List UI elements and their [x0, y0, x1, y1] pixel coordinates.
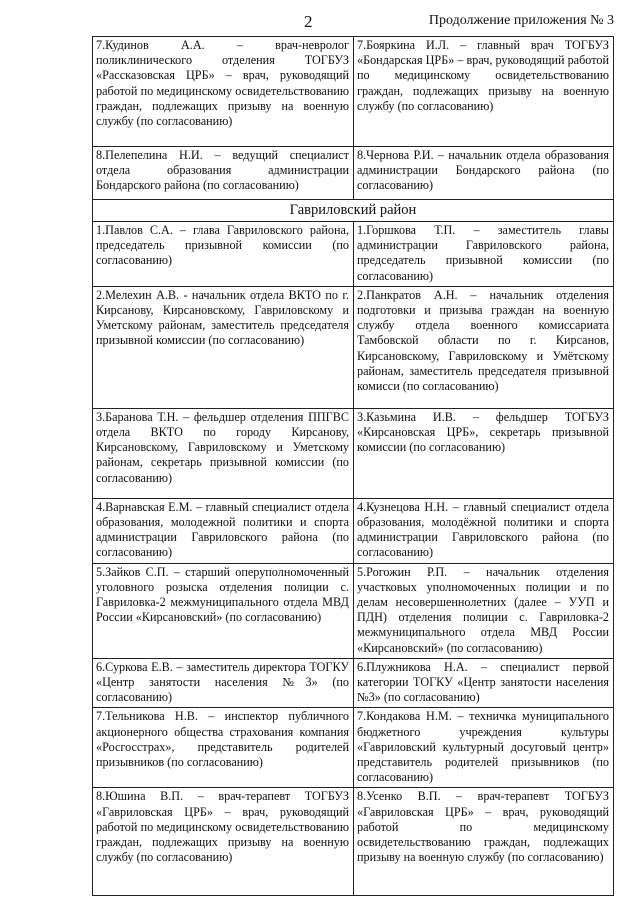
section-header-row — [93, 200, 614, 222]
main-member-cell: 2.Мелехин А.В. - начальник отдела ВКТО по г. Кирсанову, Кирсановскому, Гавриловскому и Уметскому районам, заместитель председателя призывной комиссии (по согласованию) — [93, 286, 354, 408]
reserve-member-cell: 3.Казьмина И.В. – фельдшер ТОГБУЗ «Кирсановская ЦРБ», секретарь призывной комиссии (по согласованию) — [354, 408, 614, 498]
reserve-member-cell: 6.Плужникова Н.А. – специалист первой категории ТОГКУ «Центр занятости населения №3» (по согласованию) — [354, 658, 614, 708]
main-member-cell: 8.Пелепелина Н.И. – ведущий специалист отдела образования администрации Бондарского района (по согласованию) — [93, 147, 354, 200]
table-row — [93, 147, 614, 200]
reserve-member-cell: 5.Рогожин Р.П. – начальник отделения участковых уполномоченных полиции и по делам несовершеннолетних (далее – УУП и ПДН) отделения полиции с. Гавриловка-2 межмуниципального отдела МВД России «Кирсановский» (по согласованию) — [354, 563, 614, 658]
reserve-member-cell: 4.Кузнецова Н.Н. – главный специалист отдела образования, молодёжной политики и спорта администрации Гавриловского района (по согласованию) — [354, 498, 614, 563]
reserve-member-cell: 7.Бояркина И.Л. – главный врач ТОГБУЗ «Бондарская ЦРБ» – врач, руководящий работой по медицинскому освидетельствованию граждан, подлежащих призыву на военную службу (по согласованию) — [354, 37, 614, 147]
table-row — [93, 788, 614, 896]
table-row — [93, 658, 614, 708]
main-member-cell: 4.Варнавская Е.М. – главный специалист отдела образования, молодежной политики и спорта администрации Гавриловского района (по согласованию) — [93, 498, 354, 563]
commission-members-table — [92, 36, 614, 896]
reserve-member-cell: 8.Усенко В.П. – врач-терапевт ТОГБУЗ «Гавриловская ЦРБ» – врач, руководящий работой по медицинскому освидетельствованию граждан, подлежащих призыву на военную службу (по согласованию) — [354, 788, 614, 896]
reserve-member-cell: 2.Панкратов А.Н. – начальник отделения подготовки и призыва граждан на военную службу отдела военного комиссариата Тамбовской области по г. Кирсанов, Кирсановскому, Гавриловскому и Умётскому районам, заместитель председателя призывной комисси (по согласованию) — [354, 286, 614, 408]
reserve-member-cell: 7.Кондакова Н.М. – техничка муниципального бюджетного учреждения культуры «Гавриловский культурный досуговый центр» представитель родителей призывников (по согласованию) — [354, 708, 614, 788]
main-member-cell: 6.Суркова Е.В. – заместитель директора ТОГКУ «Центр занятости населения №3» (по согласованию) — [93, 658, 354, 708]
table-row — [93, 498, 614, 563]
main-member-cell: 3.Баранова Т.Н. – фельдшер отделения ППГВС отдела ВКТО по городу Кирсанову, Кирсановскому, Гавриловскому и Уметскому районам, секретарь призывной комиссии (по согласованию) — [93, 408, 354, 498]
main-member-cell: 7.Кудинов А.А. – врач-невролог поликлинического отделения ТОГБУЗ «Рассказовская ЦРБ» – врач, руководящий работой по медицинскому освидетельствованию граждан, подлежащих призыву на военную службу (по согласованию) — [93, 37, 354, 147]
reserve-member-cell: 1.Горшкова Т.П. – заместитель главы администрации Гавриловского района, председатель призывной комиссии (по согласованию) — [354, 222, 614, 287]
table-row — [93, 37, 614, 147]
table-row — [93, 408, 614, 498]
table-row — [93, 563, 614, 658]
district-section-title: Гавриловский район — [93, 200, 614, 222]
main-member-cell: 1.Павлов С.А. – глава Гавриловского района, председатель призывной комиссии (по согласованию) — [93, 222, 354, 287]
page-number: 2 — [304, 12, 313, 31]
table-row — [93, 222, 614, 287]
main-member-cell: 8.Юшина В.П. – врач-терапевт ТОГБУЗ «Гавриловская ЦРБ» – врач, руководящий работой по медицинскому освидетельствованию граждан, подлежащих призыву на военную службу (по согласованию) — [93, 788, 354, 896]
reserve-member-cell: 8.Чернова Р.И. – начальник отдела образования администрации Бондарского района (по согласованию) — [354, 147, 614, 200]
table-row — [93, 708, 614, 788]
appendix-continuation-note: Продолжение приложения № 3 — [428, 13, 614, 28]
main-member-cell: 7.Тельникова Н.В. – инспектор публичного акционерного общества страхования компания «Росгосстрах», представитель родителей призывников (по согласованию) — [93, 708, 354, 788]
main-member-cell: 5.Зайков С.П. – старший оперуполномоченный уголовного розыска отделения полиции с. Гавриловка-2 межмуниципального отдела МВД России «Кирсановский» (по согласованию) — [93, 563, 354, 658]
table-row — [93, 286, 614, 408]
